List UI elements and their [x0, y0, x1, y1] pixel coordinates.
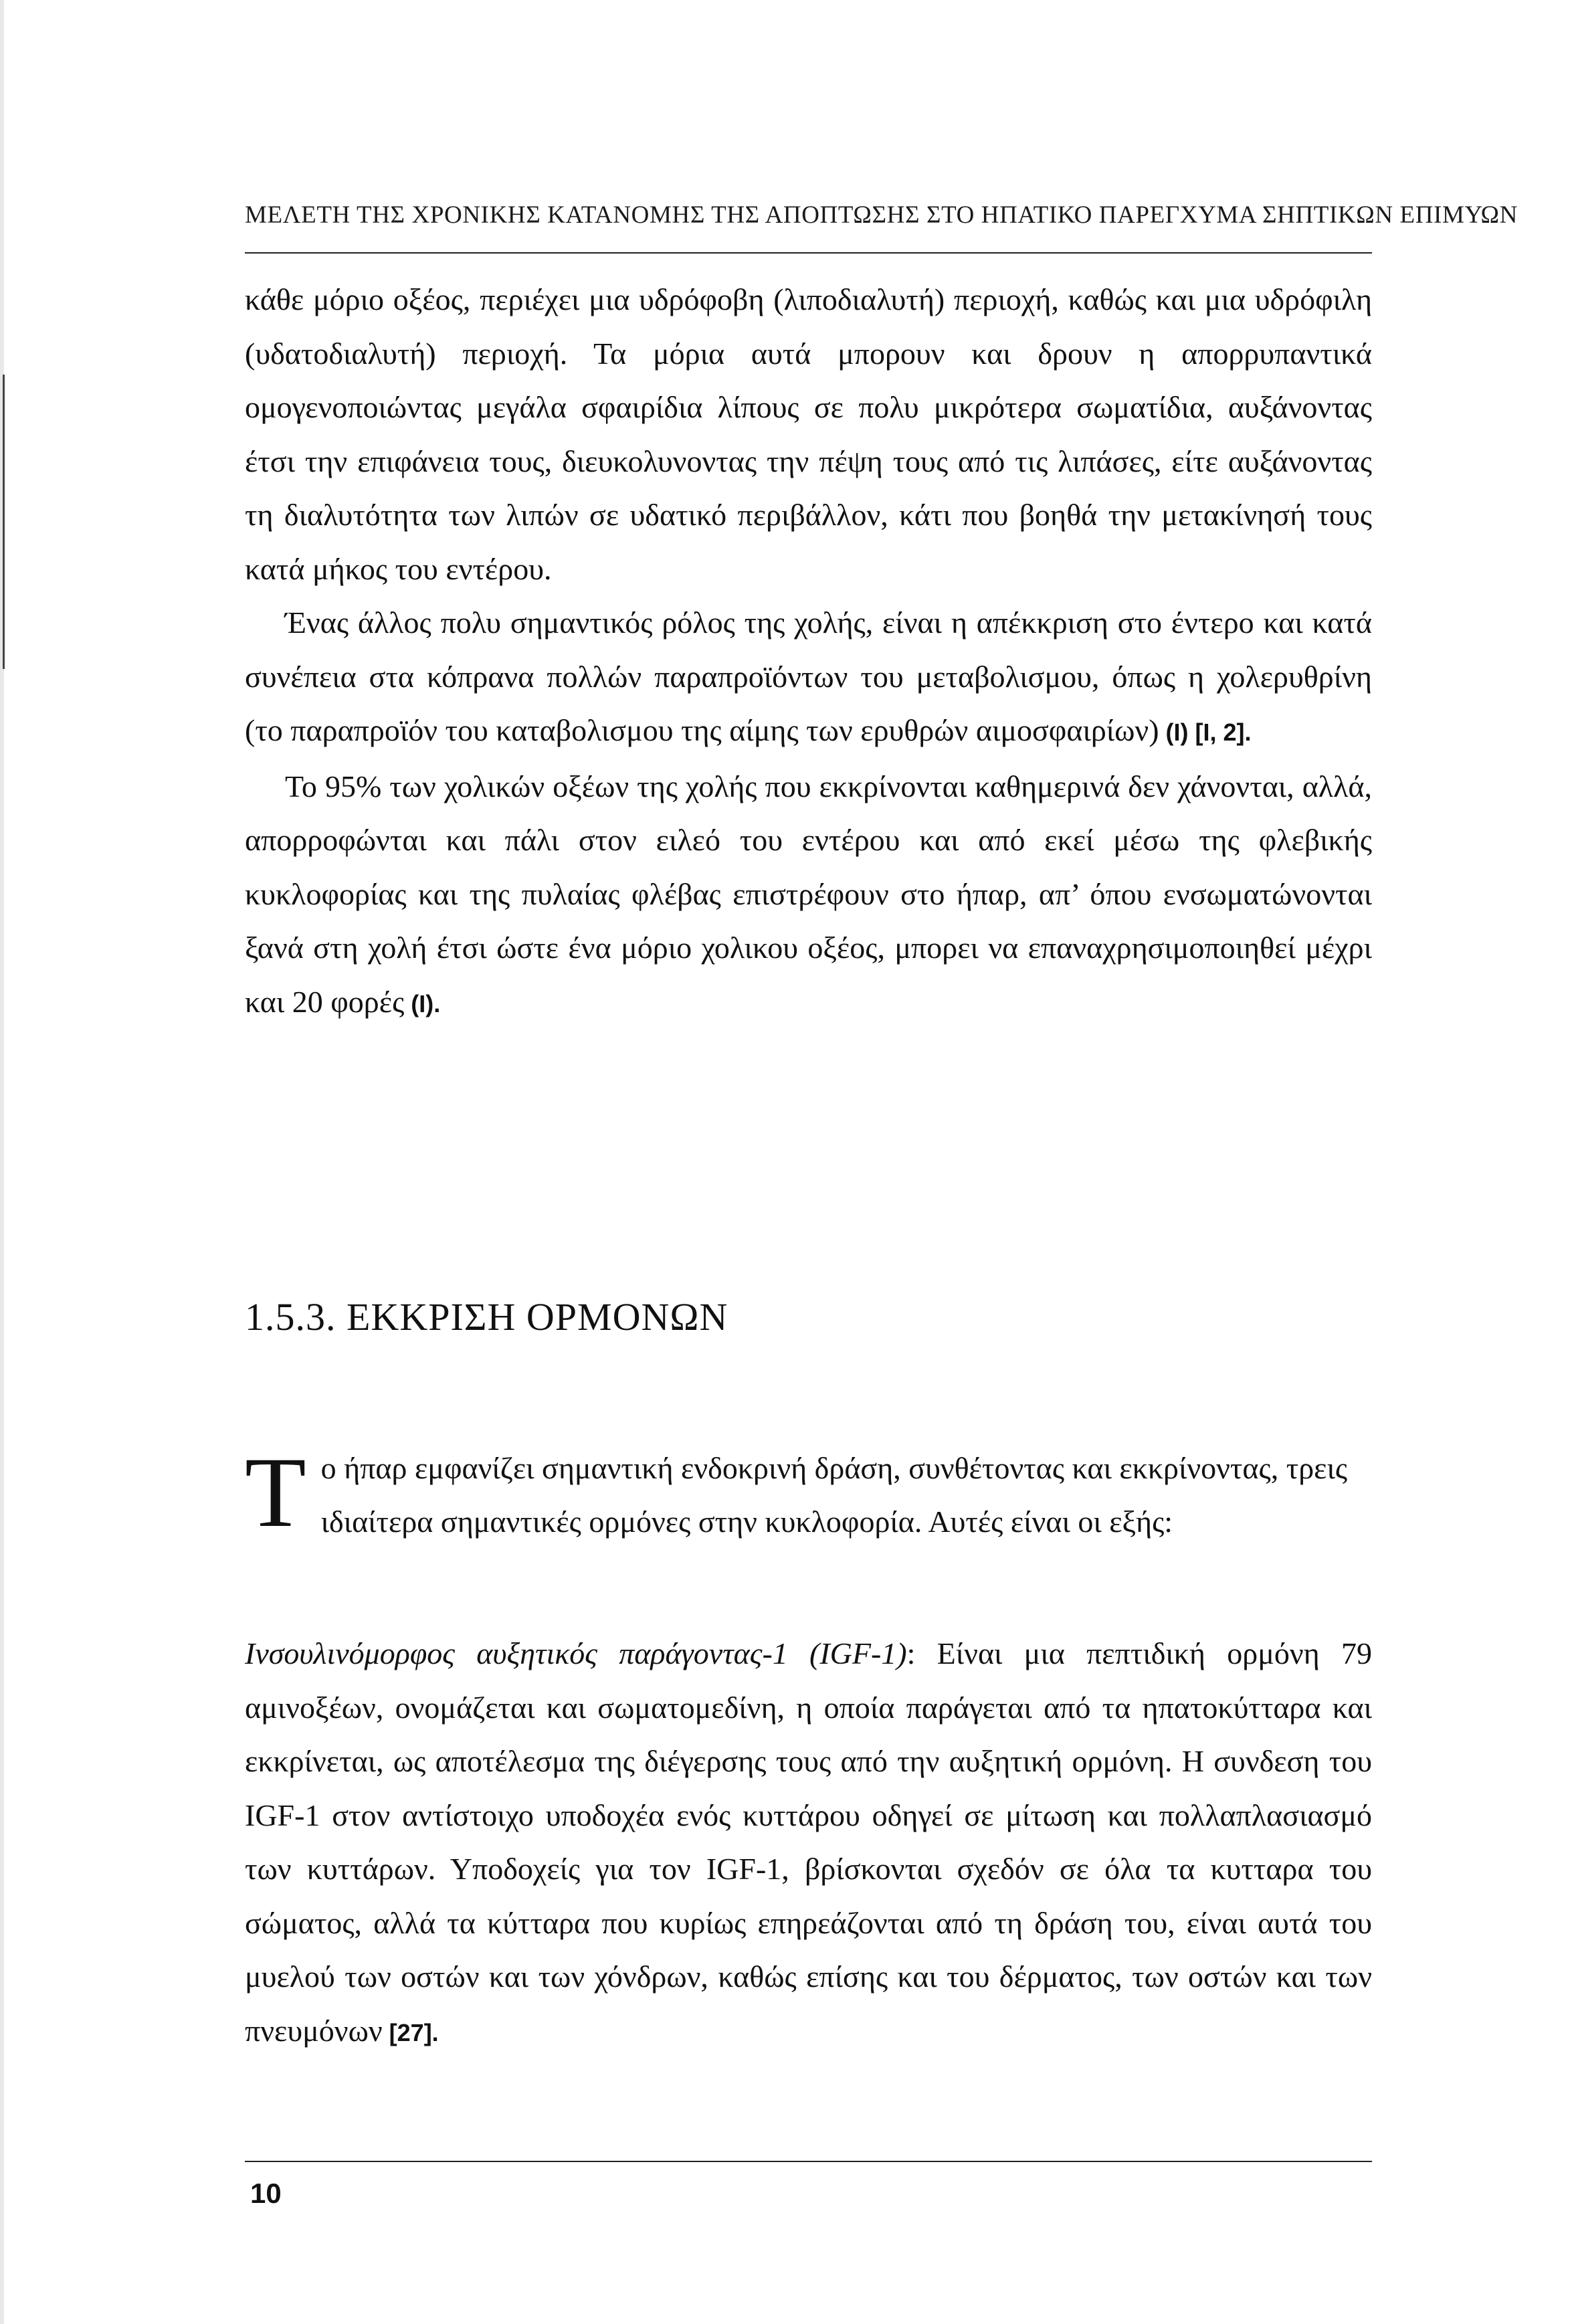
paragraph-bile-excretion — [245, 596, 1372, 760]
term-heading: Ινσουλινόμορφος αυξητικός παράγοντας-1 (IGF-1) — [245, 1636, 907, 1670]
drop-cap: Τ — [245, 1437, 306, 1548]
page-number: 10 — [250, 2177, 282, 2209]
footer-rule — [245, 2161, 1372, 2162]
scan-margin-mark — [3, 375, 5, 669]
scan-edge — [0, 0, 4, 2324]
paragraph-text: Ένας άλλος πολυ σημαντικός ρόλος της χολής, είναι η απέκκριση στο έντερο και κατά συνέπεια στα κόπρανα πολλών παραπροϊόντων του μεταβολισμου, όπως η χολερυθρίνη (το παραπροϊόν του καταβολισμου της αίμης των ερυθρών αιμοσφαιρίων) — [245, 605, 1372, 747]
citation-refs: (I). — [404, 989, 441, 1018]
paragraph-bile-acids: κάθε μόριο οξέος, περιέχει μια υδρόφοβη (λιποδιαλυτή) περιοχή, καθώς και μια υδρόφιλη (υδατοδιαλυτή) περιοχή. Τα μόρια αυτά μπορουν και δρουν η απορρυπαντικά ομογενοποιώντας μεγάλα σφαιρίδια λίπους σε πολυ μικρότερα σωματίδια, αυξάνοντας έτσι την επιφάνεια τους, διευκολυνοντας την πέψη τους από τις λιπάσες, είτε αυξάνοντας τη διαλυτότητα των λιπών σε υδατικό περιβάλλον, κάτι που βοηθά την μετακίνησή τους κατά μήκος του εντέρου. — [245, 282, 1372, 586]
paragraph-text: Το 95% των χολικών οξέων της χολής που εκκρίνονται καθημερινά δεν χάνονται, αλλά, απορροφώνται και πάλι στον ειλεό του εντέρου και από εκεί μέσω της φλεβικής κυκλοφορίας και της πυλαίας φλέβας επιστρέφουν στο ήπαρ, απ’ όπου ενσωματώνονται ξανά στη χολή έτσι ώστε ένα μόριο χολικου οξέος, μπορει να επαναχρησιμοποιηθεί μέχρι και 20 φορές — [245, 769, 1372, 1019]
section-heading: 1.5.3. ΕΚΚΡΙΣΗ ΟΡΜΟΝΩΝ — [245, 1295, 728, 1339]
body-text — [245, 273, 1372, 1031]
section-intro — [245, 1437, 1372, 1549]
citation-refs: [27]. — [382, 2018, 439, 2046]
paragraph-igf1 — [245, 1627, 1372, 2060]
running-header: ΜΕΛΕΤΗ ΤΗΣ ΧΡΟΝΙΚΗΣ ΚΑΤΑΝΟΜΗΣ ΤΗΣ ΑΠΟΠΤΩΣΗΣ ΣΤΟ ΗΠΑΤΙΚΟ ΠΑΡΕΓΧΥΜΑ ΣΗΠΤΙΚΩΝ ΕΠΙΜΥΩΝ — [245, 201, 1518, 229]
header-rule — [245, 252, 1372, 254]
intro-text: ο ήπαρ εμφανίζει σημαντική ενδοκρινή δράση, συνθέτοντας και εκκρίνοντας, τρεις ιδιαίτερα σημαντικές ορμόνες στην κυκλοφορία. Αυτές είναι οι εξής: — [320, 1451, 1348, 1539]
paragraph-enterohepatic — [245, 760, 1372, 1032]
citation-refs: (I) [I, 2]. — [1159, 718, 1252, 746]
paragraph-text: : Είναι μια πεπτιδική ορμόνη 79 αμινοξέων, ονομάζεται και σωματομεδίνη, η οποία παράγεται από τα ηπατοκύτταρα και εκκρίνεται, ως αποτέλεσμα της διέγερσης τους από την αυξητική ορμόνη. Η συνδεση του IGF-1 στον αντίστοιχο υποδοχέα ενός κυττάρου οδηγεί σε μίτωση και πολλαπλασιασμό των κυττάρων. Υποδοχείς για τον IGF-1, βρίσκονται σχεδόν σε όλα τα κυτταρα του σώματος, αλλά τα κύτταρα που κυρίως επηρεάζονται από τη δράση του, είναι αυτά του μυελού των οστών και των χόνδρων, καθώς επίσης και του δέρματος, των οστών και των πνευμόνων — [245, 1636, 1372, 2048]
igf1-description — [245, 1627, 1372, 2060]
